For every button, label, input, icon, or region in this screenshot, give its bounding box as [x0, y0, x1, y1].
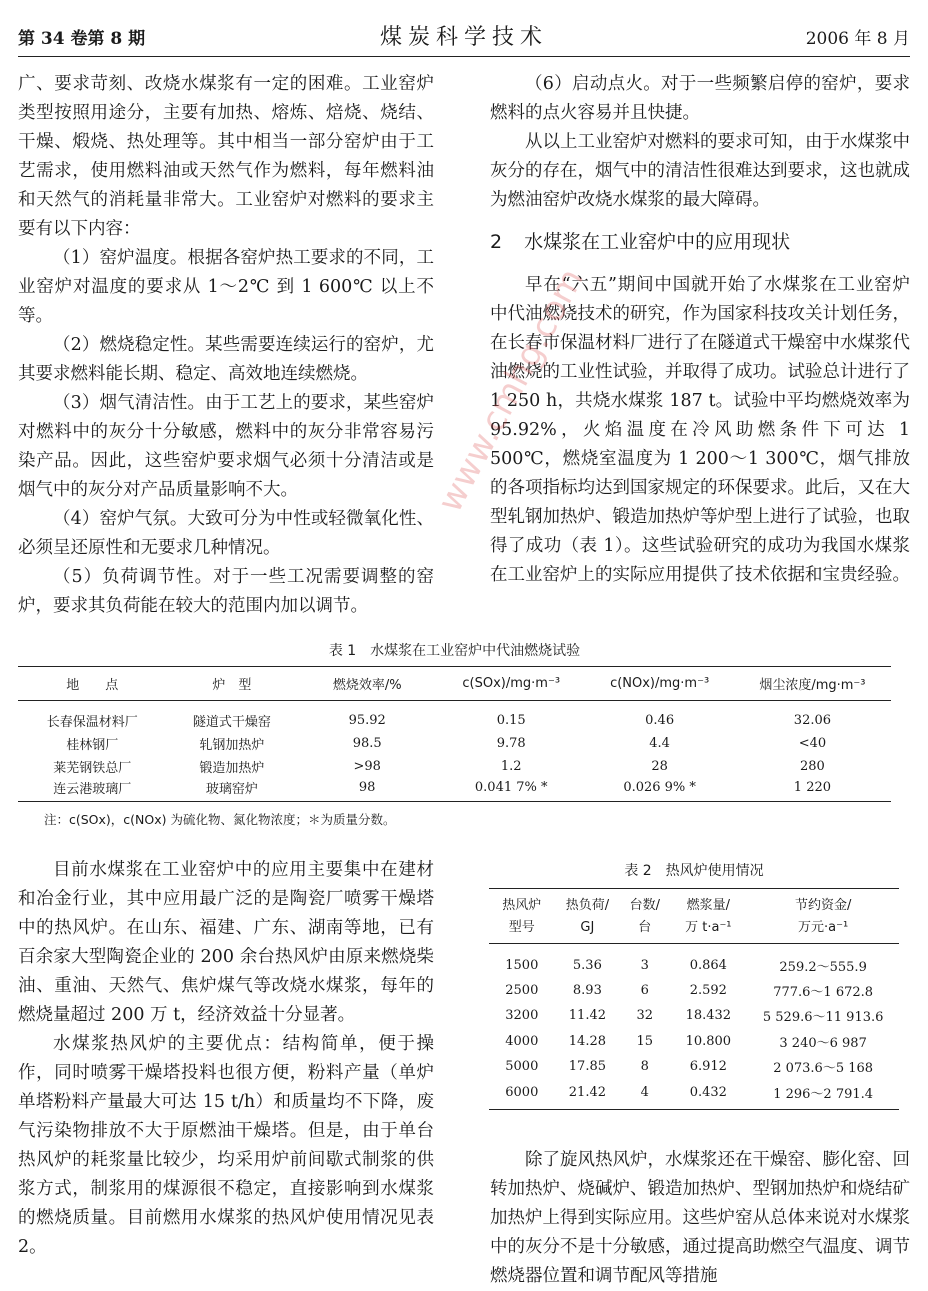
table-cell: 连云港玻璃厂	[18, 778, 166, 802]
table-cell: 1.2	[500, 758, 522, 774]
table-row	[489, 1054, 899, 1080]
paragraph: 早在“六五”期间中国就开始了水煤浆在工业窑炉中代油燃烧技术的研究，作为国家科技攻关计划任务，在长春市保温材料厂进行了在隧道式干燥窑中水煤浆代油燃烧的工业性试验，并取得了成功。试验总计进行了 1 250 h，共烧水煤浆 187 t。试验中平均燃烧效率为 95.92%，火焰温度在冷风助燃条件下可达 1 500℃，燃烧室温度为 1 200～1 300℃，烟气排放的各项指标均达到国家规定的环保要求。此后，又在大型轧钢加热炉、锻造加热炉等炉型上进行了试验，也取得了成功（表 1）。这些试验研究的成功为我国水煤浆在工业窑炉上的实际应用提供了技术依据和宝贵经验。	[490, 275, 910, 585]
table-cell: 777.6～1 672.8	[773, 984, 874, 1000]
table2-caption: 表 2 热风炉使用情况	[624, 863, 764, 879]
table-cell: 桂林钢厂	[66, 737, 119, 753]
table-header-cell: 烟尘浓度/mg·m⁻³	[734, 667, 891, 701]
section-title: 水煤浆在工业窑炉中的应用现状	[524, 231, 791, 253]
section-heading	[490, 227, 910, 257]
paragraph: （2）燃烧稳定性。某些需要连续运行的窑炉，尤其要求燃料能长期、稳定、高效地连续燃烧。	[18, 335, 434, 384]
watermark: www.cmhg.com	[430, 262, 592, 519]
table-cell: 0.15	[496, 712, 526, 728]
table-cell: 98	[297, 778, 437, 802]
table-cell: 11.42	[568, 1008, 606, 1024]
table-cell: 5 529.6～11 913.6	[762, 1010, 884, 1026]
table-cell: 3	[640, 958, 649, 974]
table-cell: 17.85	[568, 1059, 606, 1075]
table-cell: 锻造加热炉	[199, 760, 265, 776]
table-cell: 15	[636, 1033, 654, 1049]
paragraph: （1）窑炉温度。根据各窑炉热工要求的不同，工业窑炉对温度的要求从 1～2℃ 到 1 600℃ 以上不等。	[18, 248, 434, 326]
table-cell: <40	[798, 735, 827, 751]
table-cell: 4.4	[649, 735, 670, 751]
table-cell: 9.78	[496, 735, 526, 751]
table-cell: 0.026 9% *	[585, 778, 733, 802]
paragraph: 水煤浆热风炉的主要优点：结构简单，便于操作，同时喷雾干燥塔投料也很方便，粉料产量（单炉单塔粉料产量最大可达 15 t/h）和质量均不下降，废气污染物排放不大于原燃油干燥塔。但是，由于单台热风炉的耗浆量比较少，均采用炉前间歇式制浆的供浆方式，制浆用的煤源很不稳定，直接影响到水煤浆的燃烧质量。目前燃用水煤浆的热风炉使用情况见表 2。	[18, 1034, 434, 1257]
table-cell: 98.5	[352, 735, 382, 751]
right-column-bottom	[490, 1146, 910, 1291]
table-cell: 32	[636, 1008, 654, 1024]
issue-date: 2006 年 8 月	[805, 29, 910, 49]
table-cell: 280	[800, 758, 825, 774]
table-cell: 32.06	[793, 712, 832, 728]
table-cell: 2 073.6～5 168	[773, 1061, 874, 1077]
table-header-cell: 热负荷/ GJ	[555, 889, 621, 944]
table-row	[18, 755, 891, 778]
table-row	[489, 978, 899, 1004]
table-cell: 95.92	[348, 712, 386, 728]
table-cell: 隧道式干燥窑	[192, 714, 271, 730]
table2	[489, 888, 899, 1110]
left-column-top	[18, 70, 434, 621]
paragraph: （6）启动点火。对于一些频繁启停的窑炉，要求燃料的点火容易并且快捷。	[490, 74, 910, 123]
table-row	[489, 1003, 899, 1029]
table-cell: 莱芜钢铁总厂	[53, 760, 132, 776]
paragraph: 目前水煤浆在工业窑炉中的应用主要集中在建材和冶金行业，其中应用最广泛的是陶瓷厂喷雾干燥塔中的热风炉。在山东、福建、广东、湖南等地，已有百余家大型陶瓷企业的 200 余台热风炉由原来燃烧柴油、重油、天然气、焦炉煤气等改烧水煤浆，每年的燃烧量超过 200 万 t，经济效益十分显著。	[18, 860, 434, 1025]
table-row	[489, 1029, 899, 1055]
table-cell: 0.041 7% *	[437, 778, 585, 802]
table-cell: 1 296～2 791.4	[747, 1080, 899, 1110]
table-row	[489, 1080, 899, 1110]
table-header-cell: 燃烧效率/%	[297, 667, 437, 701]
journal-title: 煤炭科学技术	[379, 25, 548, 50]
table-cell: 0.432	[669, 1080, 747, 1110]
table-cell: 6000	[489, 1080, 555, 1110]
table-cell: 2500	[505, 982, 539, 998]
table1-note: 注：c(SOx)，c(NOx) 为硫化物、氮化物浓度；＊为质量分数。	[44, 812, 396, 827]
table-cell: 28	[651, 758, 668, 774]
table-cell: 21.42	[555, 1080, 621, 1110]
paragraph: （3）烟气清洁性。由于工艺上的要求，某些窑炉对燃料中的灰分十分敏感，燃料中的灰分非常容易污染产品。因此，这些窑炉要求烟气必须十分清洁或是烟气中的灰分对产品质量影响不大。	[18, 393, 434, 500]
table-cell: 8.93	[572, 982, 602, 998]
table-row	[489, 944, 899, 978]
table-cell: 2.592	[689, 982, 727, 998]
table-cell: 玻璃窑炉	[166, 778, 297, 802]
table-header-cell: 燃浆量/ 万 t·a⁻¹	[669, 889, 747, 944]
table-cell: 4	[620, 1080, 669, 1110]
paragraph: 除了旋风热风炉，水煤浆还在干燥窑、膨化窑、回转加热炉、烧碱炉、锻造加热炉、型钢加热炉和烧结矿加热炉上得到实际应用。这些炉窑从总体来说对水煤浆中的灰分不是十分敏感，通过提高助燃空气温度、调节燃烧器位置和调节配风等措施	[490, 1150, 910, 1286]
table1	[18, 666, 891, 802]
paragraph: （4）窑炉气氛。大致可分为中性或轻微氧化性、必须呈还原性和无要求几种情况。	[18, 509, 434, 558]
table-header-cell: c(SOx)/mg·m⁻³	[437, 667, 585, 701]
table-cell: 长春保温材料厂	[46, 714, 138, 730]
table-header-cell: 节约资金/ 万元·a⁻¹	[747, 889, 899, 944]
table-header-cell: 热风炉 型号	[489, 889, 555, 944]
table-row	[18, 778, 891, 802]
paragraph: 从以上工业窑炉对燃料的要求可知，由于水煤浆中灰分的存在，烟气中的清洁性很难达到要求，这也就成为燃油窑炉改烧水煤浆的最大障碍。	[490, 132, 910, 210]
table-cell: 1500	[505, 958, 539, 974]
table-header-row	[489, 889, 899, 944]
table-cell: 轧钢加热炉	[199, 737, 265, 753]
table-header-cell: 台数/ 台	[620, 889, 669, 944]
table-cell: 18.432	[685, 1008, 732, 1024]
table-cell: 3200	[505, 1008, 539, 1024]
table-cell: 0.864	[689, 958, 727, 974]
section-number: 2	[490, 231, 503, 253]
table-cell: 0.46	[645, 712, 675, 728]
table-cell: 1 220	[734, 778, 891, 802]
paragraph: 广、要求苛刻、改烧水煤浆有一定的困难。工业窑炉类型按照用途分，主要有加热、熔炼、焙烧、烧结、干燥、煅烧、热处理等。其中相当一部分窑炉由于工艺需求，使用燃料油或天然气作为燃料，每年燃料油和天然气的消耗量非常大。工业窑炉对燃料的要求主要有以下内容：	[18, 74, 434, 239]
table-header-cell: 地 点	[18, 667, 166, 701]
table-cell: 259.2～555.9	[779, 960, 867, 976]
page-header	[18, 20, 910, 54]
table-row	[18, 701, 891, 732]
table-header-cell: 炉 型	[166, 667, 297, 701]
volume-issue: 第 34 卷第 8 期	[18, 29, 146, 49]
paragraph: （5）负荷调节性。对于一些工况需要调整的窑炉，要求其负荷能在较大的范围内加以调节。	[18, 567, 434, 616]
header-rule	[18, 56, 910, 57]
table-cell: 6.912	[689, 1059, 727, 1075]
table-cell: 10.800	[685, 1033, 732, 1049]
table1-caption: 表 1 水煤浆在工业窑炉中代油燃烧试验	[328, 643, 581, 659]
table-cell: 3 240～6 987	[779, 1035, 867, 1051]
table-cell: 14.28	[568, 1033, 606, 1049]
table-cell: 5000	[505, 1059, 539, 1075]
table-row	[18, 732, 891, 755]
table-header-cell: c(NOx)/mg·m⁻³	[585, 667, 733, 701]
table-cell: 6	[640, 982, 649, 998]
table-cell: 8	[640, 1059, 649, 1075]
table-cell: 4000	[505, 1033, 539, 1049]
table-header-row	[18, 667, 891, 701]
table-cell: >98	[353, 758, 381, 774]
left-column-bottom	[18, 856, 434, 1262]
table-cell: 5.36	[572, 958, 602, 974]
